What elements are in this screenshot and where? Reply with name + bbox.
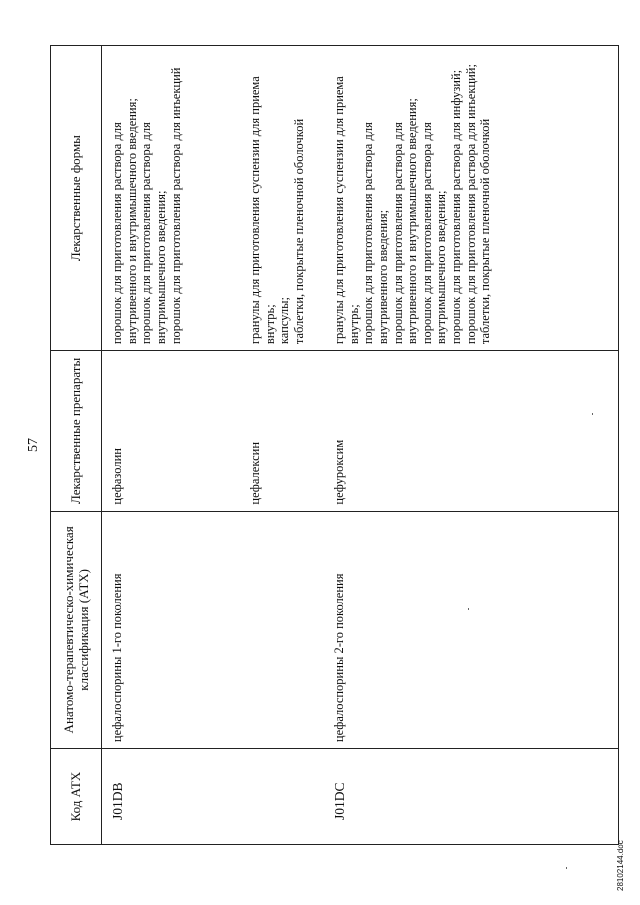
cell-classification: цефалоспорины 1-го поколения xyxy=(102,511,241,749)
header-drugs: Лекарственные препараты xyxy=(51,351,102,511)
atx-code: J01DB xyxy=(110,782,125,820)
form-item: гранулы для приготовления суспензии для приема внутрь; xyxy=(248,76,277,345)
table-row xyxy=(324,46,619,845)
scan-speck xyxy=(468,608,469,610)
table-row xyxy=(102,46,241,845)
cell-code xyxy=(102,749,241,845)
scan-speck xyxy=(592,413,593,415)
atx-code: J01DC xyxy=(332,782,347,820)
cell-drug: цефазолин xyxy=(102,351,241,511)
table-header-row xyxy=(51,46,102,845)
form-item: капсулы; xyxy=(277,297,292,345)
table-row xyxy=(240,46,324,845)
cell-classification xyxy=(240,511,324,749)
cell-forms xyxy=(324,46,619,351)
form-item: порошок для приготовления раствора для внутривенного введения; xyxy=(361,122,390,345)
cell-forms xyxy=(240,46,324,351)
page-number: 57 xyxy=(26,438,41,452)
cell-code xyxy=(324,749,619,845)
form-item: порошок для приготовления раствора для внутримышечного введения; xyxy=(419,122,449,345)
cell-code xyxy=(240,749,324,845)
cell-classification: цефалоспорины 2-го поколения xyxy=(324,511,619,749)
cell-forms xyxy=(102,46,241,351)
form-item: порошок для приготовления раствора для внутривенного и внутримышечного введения; xyxy=(390,98,420,345)
cell-drug: цефалексин xyxy=(240,351,324,511)
header-code: Код АТХ xyxy=(51,749,102,845)
form-item: порошок для приготовления раствора для внутривенного и внутримышечного введения; xyxy=(110,98,139,345)
form-item: таблетки, покрытые пленочной оболочкой xyxy=(291,118,306,345)
scan-speck xyxy=(566,867,567,869)
form-item: порошок для приготовления раствора для внутримышечного введения; xyxy=(139,122,168,345)
form-item: порошок для приготовления раствора для инъекций xyxy=(168,67,183,345)
atx-table xyxy=(50,45,619,845)
header-forms: Лекарственные формы xyxy=(51,46,102,351)
cell-drug: цефуроксим xyxy=(324,351,619,511)
form-item: порошок для приготовления раствора для инфузий; xyxy=(449,69,463,345)
document-id: 28102144.doc xyxy=(616,840,625,891)
header-classification: Анатомо-терапевтическо-химическая классификация (АТХ) xyxy=(51,511,102,749)
form-item: порошок для приготовления раствора для инъекций; xyxy=(463,64,478,345)
form-item: таблетки, покрытые пленочной оболочкой xyxy=(478,118,493,345)
form-item: гранулы для приготовления суспензии для приема внутрь; xyxy=(332,76,361,345)
